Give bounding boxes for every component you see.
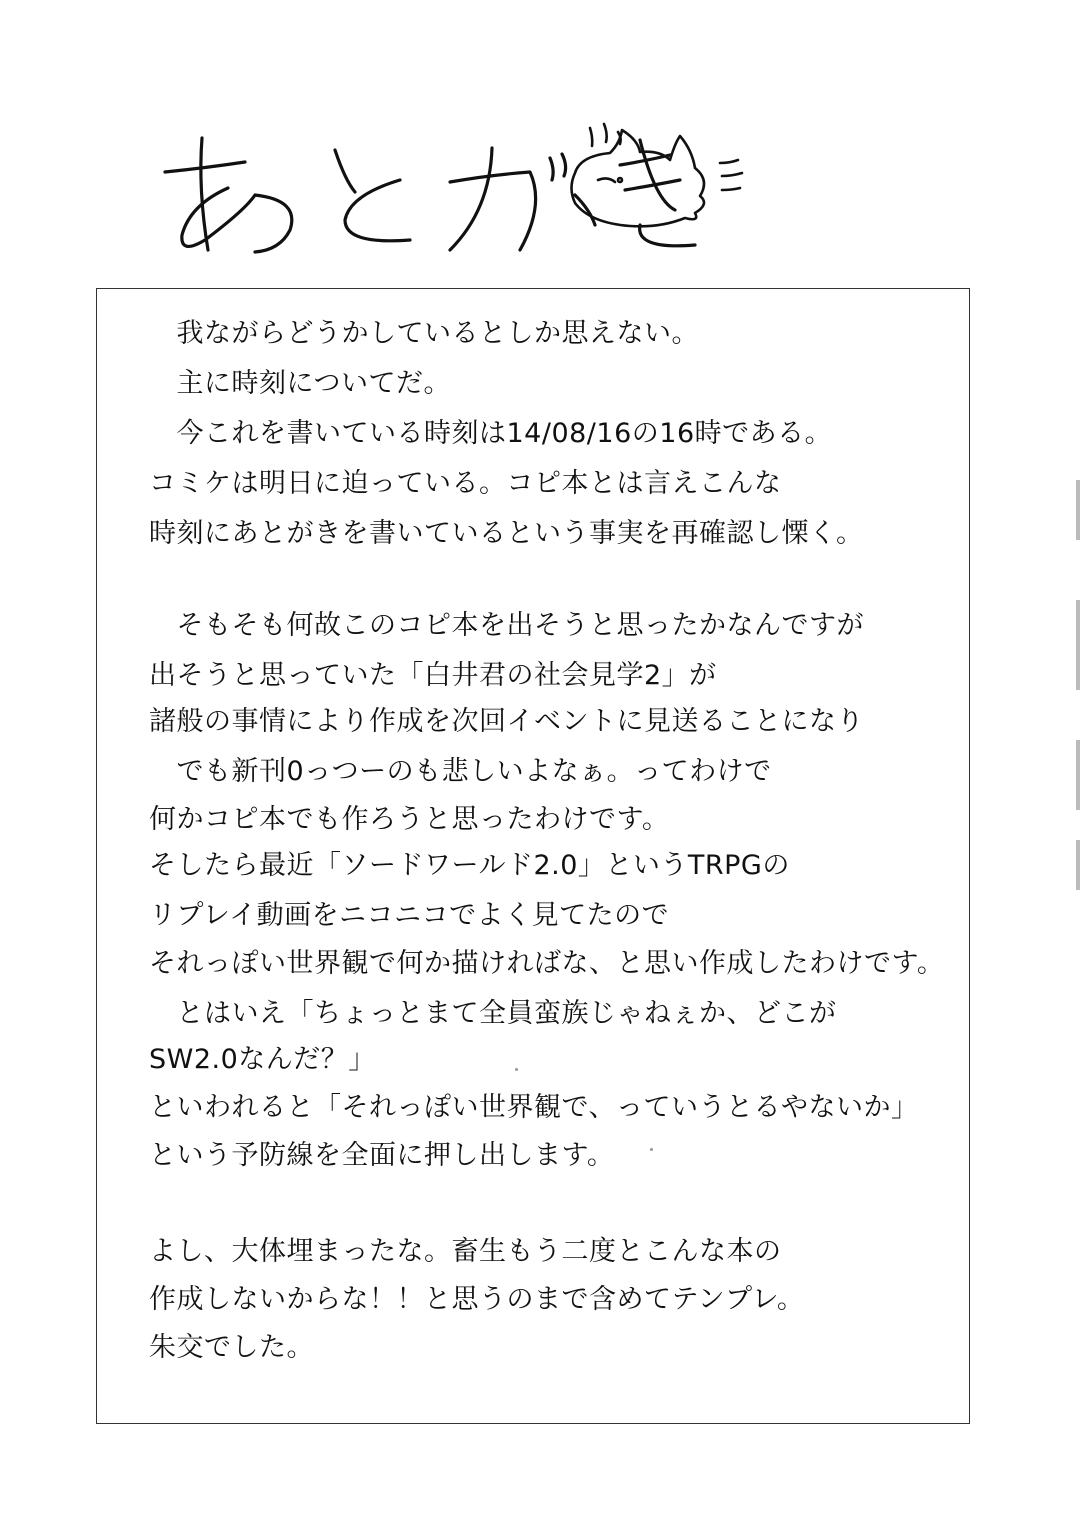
afterword-line: 今これを書いている時刻は14/08/16の16時である。 (149, 418, 833, 449)
scan-edge-marks (1074, 480, 1080, 900)
afterword-line: 時刻にあとがきを書いているという事実を再確認し慄く。 (149, 518, 864, 549)
afterword-line: といわれると「それっぽい世界観で、っていうとるやないか」 (149, 1092, 919, 1123)
afterword-line: そもそも何故このコピ本を出そうと思ったかなんですが (149, 610, 864, 641)
afterword-line: 作成しないからな！！と思うのまで含めてテンプレ。 (149, 1284, 805, 1315)
afterword-line: リプレイ動画をニコニコでよく見てたので (149, 900, 670, 931)
afterword-line: とはいえ「ちょっとまて全員蛮族じゃねぇか、どこが (149, 998, 837, 1029)
afterword-line: でも新刊0っつーのも悲しいよなぁ。ってわけで (149, 756, 772, 787)
afterword-line: 諸般の事情により作成を次回イベントに見送ることになり (149, 706, 864, 737)
scan-speck (650, 1148, 653, 1151)
afterword-line: それっぽい世界観で何か描ければな、と思い作成したわけです。 (149, 948, 945, 979)
afterword-line: という予防線を全面に押し出します。 (149, 1140, 615, 1171)
afterword-line: 出そうと思っていた「白井君の社会見学2」が (149, 660, 717, 691)
afterword-line: SW2.0なんだ？」 (149, 1044, 376, 1075)
afterword-line: 朱交でした。 (149, 1332, 314, 1363)
afterword-line: 何かコピ本でも作ろうと思ったわけです。 (149, 804, 670, 835)
afterword-line: そしたら最近「ソードワールド2.0」というTRPGの (149, 850, 790, 881)
afterword-line: よし、大体埋まったな。畜生もう二度とこんな本の (149, 1236, 782, 1267)
afterword-text-box (96, 288, 970, 1424)
afterword-line: 我ながらどうかしているとしか思えない。 (149, 318, 699, 349)
cat-face-doodle-icon (560, 118, 750, 238)
afterword-line: 主に時刻についてだ。 (149, 368, 451, 399)
scan-speck (515, 1068, 518, 1071)
afterword-line: コミケは明日に迫っている。コピ本とは言えこんな (149, 468, 782, 499)
